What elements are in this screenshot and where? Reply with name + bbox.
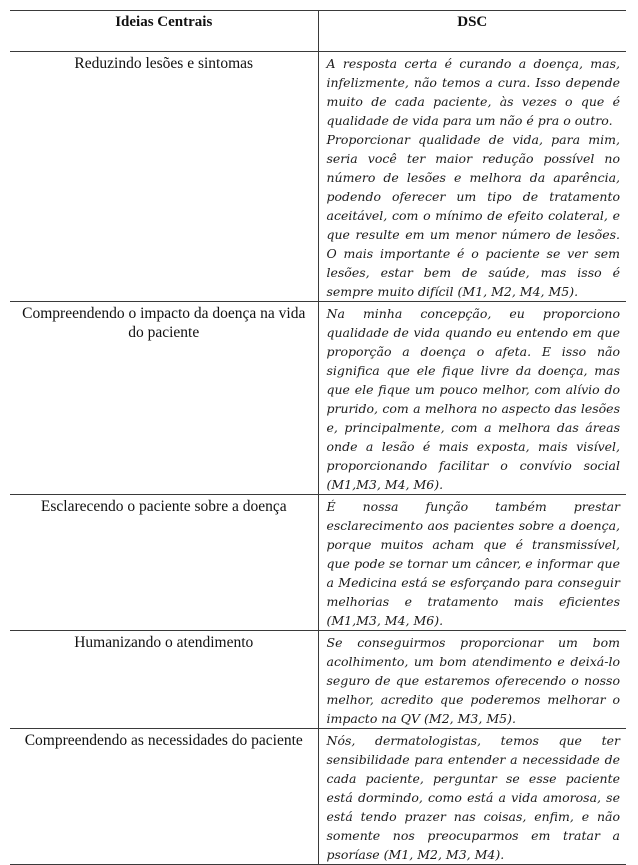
dsc-table-container	[10, 10, 626, 865]
ideia-central-cell: Humanizando o atendimento	[10, 631, 318, 729]
ideias-centrais-dsc-table	[10, 10, 626, 865]
dsc-cell	[318, 631, 626, 729]
table-row	[10, 729, 626, 865]
dsc-cell	[318, 302, 626, 495]
dsc-paragraph: Proporcionar qualidade de vida, para mim, seria você ter maior redução possível no número de lesões e melhora da aparência, podendo oferecer um tipo de tratamento aceitável, com o mínimo de efeito colateral, e que resulte em um menor número de lesões. O mais importante é o paciente se ver sem lesões, estar bem de saúde, mas isso é sempre muito difícil (M1, M2, M4, M5).	[326, 132, 620, 299]
dsc-paragraph: Na minha concepção, eu proporciono qualidade de vida quando eu entendo em que proporção a doença o afeta. E isso não significa que ele fique livre da doença, mas que ele fique um pouco melhor, com alívio do prurido, com a melhora no aspecto das lesões e, principalmente, com a melhora das áreas onde a lesão é mais exposta, mais visível, proporcionando facilitar o convívio social (M1,M3, M4, M6).	[326, 306, 620, 492]
dsc-paragraph: Nós, dermatologistas, temos que ter sensibilidade para entender a necessidade de cada paciente, perguntar se esse paciente está dormindo, como está a vida amorosa, se está tendo prazer nas coisas, enfim, e não somente nos preocuparmos em tratar a psoríase (M1, M2, M3, M4).	[326, 733, 620, 862]
ideia-central-cell: Esclarecendo o paciente sobre a doença	[10, 495, 318, 631]
dsc-paragraph: É nossa função também prestar esclarecimento aos pacientes sobre a doença, porque muitos acham que é transmissível, que pode se tornar um câncer, e informar que a Medicina está se esforçando para conseguir melhorias e tratamento mais eficientes (M1,M3, M4, M6).	[326, 499, 620, 628]
table-row	[10, 52, 626, 302]
dsc-cell	[318, 495, 626, 631]
ideia-central-cell: Reduzindo lesões e sintomas	[10, 52, 318, 302]
header-dsc: DSC	[457, 14, 488, 30]
ideia-central-cell: Compreendendo as necessidades do paciente	[10, 729, 318, 865]
dsc-cell	[318, 729, 626, 865]
table-row	[10, 631, 626, 729]
dsc-paragraph: Se conseguirmos proporcionar um bom acolhimento, um bom atendimento e deixá-lo seguro de que estaremos oferecendo o nosso melhor, acredito que poderemos melhorar o impacto na QV (M2, M3, M5).	[326, 635, 620, 726]
header-ideias-centrais: Ideias Centrais	[10, 11, 318, 52]
table-row	[10, 302, 626, 495]
dsc-cell	[318, 52, 626, 302]
dsc-paragraph: A resposta certa é curando a doença, mas, infelizmente, não temos a cura. Isso depende muito de cada paciente, às vezes o que é qualidade de vida para um não é pra o outro.	[326, 56, 620, 128]
table-row	[10, 495, 626, 631]
ideia-central-cell: Compreendendo o impacto da doença na vida do paciente	[10, 302, 318, 495]
table-header-row	[10, 11, 626, 52]
